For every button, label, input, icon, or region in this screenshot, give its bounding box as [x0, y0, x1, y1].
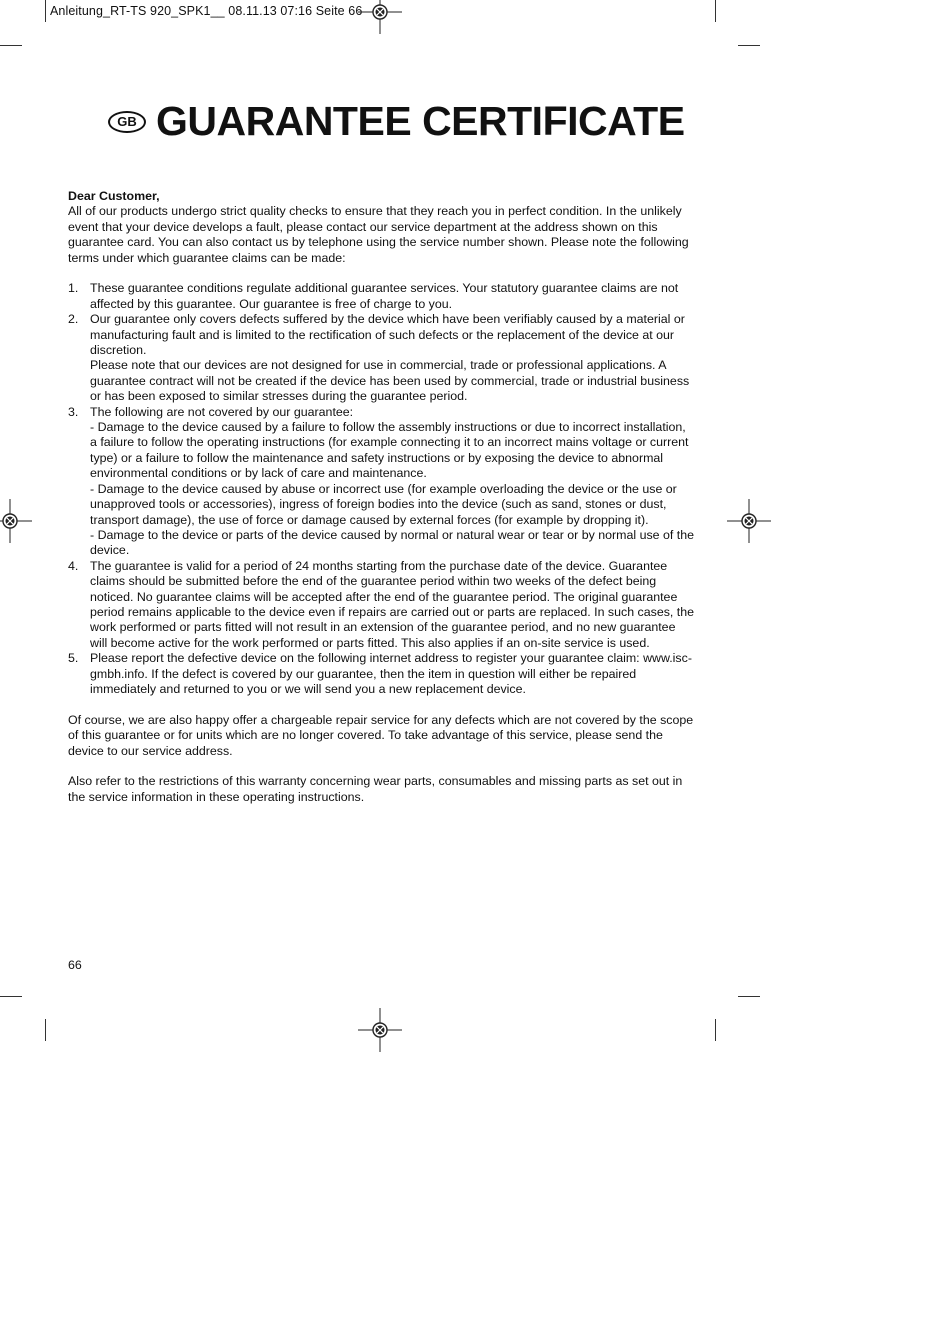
- print-header: Anleitung_RT-TS 920_SPK1__ 08.11.13 07:16 Seite 66: [50, 4, 363, 18]
- list-item-text: - Damage to the device caused by abuse or incorrect use (for example overloading the device or the use or unapproved tools or accessories), ingress of foreign bodies into the device (such as sand, stones or dust, transport damage), the use of force or damage caused by external forces (for example by dropping it).: [90, 481, 677, 527]
- list-item: [68, 651, 696, 697]
- intro-paragraph: All of our products undergo strict quality checks to ensure that they reach you in perfect condition. In the unlikely event that your device develops a fault, please contact our service department at the address shown on this guarantee card. You can also contact us by telephone using the service number shown. Please note the following terms under which guarantee claims can be made:: [68, 204, 689, 265]
- document-body: [68, 189, 696, 805]
- crop-mark: [0, 45, 22, 46]
- list-item: [68, 312, 696, 404]
- registration-mark-icon: [358, 1008, 402, 1052]
- list-item-number: 5.: [68, 651, 79, 666]
- list-item: [68, 281, 696, 312]
- registration-mark-icon: [727, 499, 771, 543]
- list-item: [68, 559, 696, 651]
- list-item-number: 2.: [68, 312, 79, 327]
- list-item-number: 4.: [68, 558, 79, 573]
- list-item-text: These guarantee conditions regulate additional guarantee services. Your statutory guarantee claims are not affected by this guarantee. Our guarantee is free of charge to you.: [90, 281, 679, 311]
- language-badge: GB: [108, 111, 146, 133]
- list-item-text: - Damage to the device caused by a failure to follow the assembly instructions or due to incorrect installation, a failure to follow the operating instructions (for example connecting it to an incorrect mains voltage or current type) or a failure to follow the maintenance and safety instructions or by exposing the device to abnormal environmental conditions or by lack of care and maintenance.: [90, 420, 689, 481]
- terms-list: [68, 281, 696, 697]
- title-text: GUARANTEE CERTIFICATE: [156, 98, 685, 144]
- list-item-text: Please note that our devices are not designed for use in commercial, trade or professional applications. A guarantee contract will not be created if the device has been used by commercial, trade or industrial business or has been exposed to similar stresses during the guarantee period.: [90, 358, 690, 404]
- crop-mark: [45, 0, 46, 22]
- list-item-text: - Damage to the device or parts of the device caused by normal or natural wear or tear or by normal use of the device.: [90, 527, 695, 558]
- list-item-number: 1.: [68, 281, 79, 296]
- page-title: [108, 98, 685, 145]
- crop-mark: [45, 1019, 46, 1041]
- crop-mark: [715, 0, 716, 22]
- list-item-text: Please report the defective device on the following internet address to register your guarantee claim: www.isc-gmbh.info. If the defect is covered by our guarantee, then the item in question will either be repaired immediately and returned to you or we will send you a new replacement device.: [90, 651, 692, 696]
- crop-mark: [715, 1019, 716, 1041]
- list-item-number: 3.: [68, 404, 79, 419]
- list-item-text: The guarantee is valid for a period of 24 months starting from the purchase date of the device. Guarantee claims should be submitted before the end of the guarantee period within two weeks of the defect being noticed. No guarantee claims will be accepted after the end of the guarantee period. The original guarantee period remains applicable to the device even if repairs are carried out or parts are replaced. In such cases, the work performed or parts fitted will not result in an extension of the guarantee period, and no new guarantee will become active for the work performed or parts fitted. This also applies if an on-site service is used.: [90, 558, 695, 650]
- registration-mark-icon: [0, 499, 32, 543]
- closing-paragraph: Also refer to the restrictions of this warranty concerning wear parts, consumables and missing parts as set out in the service information in these operating instructions.: [68, 774, 683, 804]
- spacer: [68, 266, 696, 281]
- list-item-text: Our guarantee only covers defects suffered by the device which have been verifiably caused by a material or manufacturing fault and is limited to the rectification of such defects or the replacement of the device at our discretion.: [90, 312, 685, 358]
- list-item-text: The following are not covered by our guarantee:: [90, 404, 354, 419]
- crop-mark: [738, 996, 760, 997]
- salutation: Dear Customer,: [68, 189, 160, 203]
- registration-mark-icon: [358, 0, 402, 34]
- crop-mark: [0, 996, 22, 997]
- page-number: 66: [68, 958, 82, 972]
- spacer: [68, 759, 696, 774]
- list-item: [68, 405, 696, 559]
- spacer: [68, 697, 696, 712]
- crop-mark: [738, 45, 760, 46]
- closing-paragraph: Of course, we are also happy offer a chargeable repair service for any defects which are not covered by the scope of this guarantee or for units which are no longer covered. To take advantage of this service, please send the device to our service address.: [68, 712, 694, 758]
